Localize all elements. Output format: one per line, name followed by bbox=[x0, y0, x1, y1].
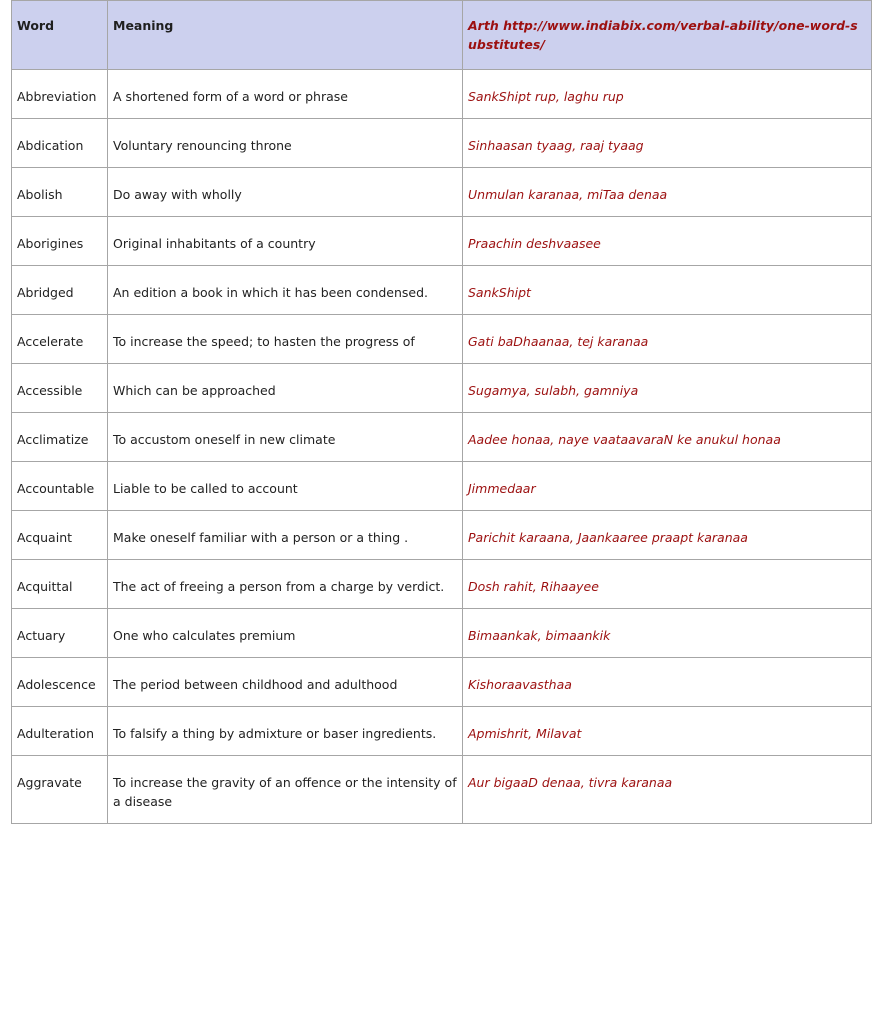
table-body bbox=[12, 70, 872, 824]
word-cell: Aggravate bbox=[12, 756, 108, 824]
word-cell: Abridged bbox=[12, 266, 108, 315]
meaning-cell: To accustom oneself in new climate bbox=[108, 413, 463, 462]
arth-cell: Sinhaasan tyaag, raaj tyaag bbox=[463, 119, 872, 168]
table-row bbox=[12, 217, 872, 266]
word-cell: Aborigines bbox=[12, 217, 108, 266]
table-row bbox=[12, 462, 872, 511]
word-cell: Abdication bbox=[12, 119, 108, 168]
meaning-cell: The act of freeing a person from a charge by verdict. bbox=[108, 560, 463, 609]
table-row bbox=[12, 511, 872, 560]
word-cell: Actuary bbox=[12, 609, 108, 658]
header-row bbox=[12, 1, 872, 70]
arth-cell: SankShipt bbox=[463, 266, 872, 315]
table-row bbox=[12, 119, 872, 168]
header-meaning: Meaning bbox=[108, 1, 463, 70]
arth-cell: Dosh rahit, Rihaayee bbox=[463, 560, 872, 609]
meaning-cell: An edition a book in which it has been condensed. bbox=[108, 266, 463, 315]
meaning-cell: Do away with wholly bbox=[108, 168, 463, 217]
word-cell: Adulteration bbox=[12, 707, 108, 756]
meaning-cell: To increase the speed; to hasten the progress of bbox=[108, 315, 463, 364]
arth-cell: Unmulan karanaa, miTaa denaa bbox=[463, 168, 872, 217]
meaning-cell: The period between childhood and adulthood bbox=[108, 658, 463, 707]
table-row bbox=[12, 658, 872, 707]
arth-cell: Bimaankak, bimaankik bbox=[463, 609, 872, 658]
word-cell: Adolescence bbox=[12, 658, 108, 707]
word-cell: Accessible bbox=[12, 364, 108, 413]
word-cell: Acclimatize bbox=[12, 413, 108, 462]
table-container bbox=[11, 0, 858, 824]
arth-cell: Jimmedaar bbox=[463, 462, 872, 511]
arth-cell: Kishoraavasthaa bbox=[463, 658, 872, 707]
table-row bbox=[12, 756, 872, 824]
meaning-cell: A shortened form of a word or phrase bbox=[108, 70, 463, 119]
meaning-cell: To increase the gravity of an offence or the intensity of a disease bbox=[108, 756, 463, 824]
arth-cell: Aadee honaa, naye vaataavaraN ke anukul honaa bbox=[463, 413, 872, 462]
table-row bbox=[12, 315, 872, 364]
meaning-cell: Original inhabitants of a country bbox=[108, 217, 463, 266]
meaning-cell: To falsify a thing by admixture or baser ingredients. bbox=[108, 707, 463, 756]
arth-cell: Praachin deshvaasee bbox=[463, 217, 872, 266]
table-row bbox=[12, 364, 872, 413]
word-cell: Acquittal bbox=[12, 560, 108, 609]
word-meaning-table bbox=[11, 0, 872, 824]
table-row bbox=[12, 70, 872, 119]
arth-cell: Apmishrit, Milavat bbox=[463, 707, 872, 756]
arth-cell: Parichit karaana, Jaankaaree praapt karanaa bbox=[463, 511, 872, 560]
table-header bbox=[12, 1, 872, 70]
table-row bbox=[12, 609, 872, 658]
table-row bbox=[12, 266, 872, 315]
meaning-cell: Which can be approached bbox=[108, 364, 463, 413]
arth-cell: Gati baDhaanaa, tej karanaa bbox=[463, 315, 872, 364]
word-cell: Abolish bbox=[12, 168, 108, 217]
header-word: Word bbox=[12, 1, 108, 70]
arth-cell: SankShipt rup, laghu rup bbox=[463, 70, 872, 119]
word-cell: Accountable bbox=[12, 462, 108, 511]
table-row bbox=[12, 413, 872, 462]
meaning-cell: Voluntary renouncing throne bbox=[108, 119, 463, 168]
word-cell: Accelerate bbox=[12, 315, 108, 364]
table-row bbox=[12, 560, 872, 609]
word-cell: Abbreviation bbox=[12, 70, 108, 119]
table-row bbox=[12, 707, 872, 756]
header-arth-link[interactable]: Arth http://www.indiabix.com/verbal-ability/one-word-substitutes/ bbox=[463, 1, 872, 70]
meaning-cell: Liable to be called to account bbox=[108, 462, 463, 511]
arth-cell: Aur bigaaD denaa, tivra karanaa bbox=[463, 756, 872, 824]
table-row bbox=[12, 168, 872, 217]
word-cell: Acquaint bbox=[12, 511, 108, 560]
arth-cell: Sugamya, sulabh, gamniya bbox=[463, 364, 872, 413]
meaning-cell: One who calculates premium bbox=[108, 609, 463, 658]
meaning-cell: Make oneself familiar with a person or a thing . bbox=[108, 511, 463, 560]
